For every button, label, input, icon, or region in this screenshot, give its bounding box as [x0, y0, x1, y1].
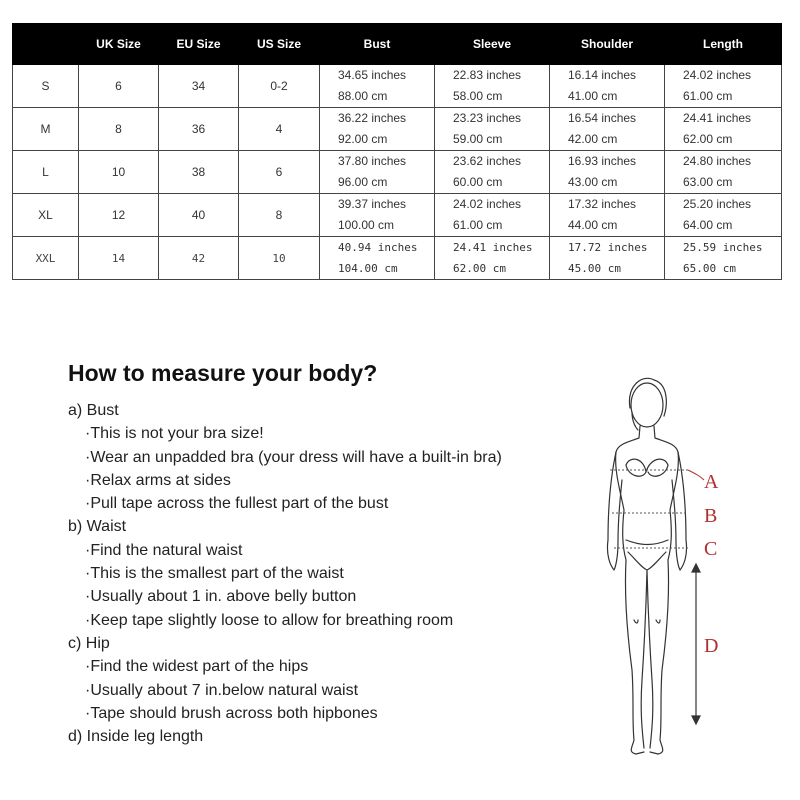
us-size-header: US Size [239, 24, 320, 65]
bust-cm-value: 88.00 cm [338, 89, 388, 103]
sleeve-header: Sleeve [435, 24, 550, 65]
shoulder-cm-value: 44.00 cm [568, 218, 618, 232]
label-a: A [704, 471, 719, 493]
measure-instruction-item: ·Keep tape slightly loose to allow for breathing room [85, 611, 454, 629]
bust-inches-value: 36.22 inches [338, 111, 407, 125]
length-inches-value: 24.80 inches [683, 154, 752, 168]
length-inches-value: 25.59 inches [683, 241, 763, 254]
length-cell [665, 65, 782, 108]
bust-cm-value: 92.00 cm [338, 132, 388, 146]
size-cell: M [13, 108, 79, 151]
size-cell: S [13, 65, 79, 108]
shoulder-cm-value: 42.00 cm [568, 132, 618, 146]
uk-size-cell: 14 [79, 237, 159, 280]
table-row [13, 151, 782, 194]
shoulder-cm-value: 43.00 cm [568, 175, 618, 189]
bust-cell [320, 108, 435, 151]
shoulder-cell [550, 65, 665, 108]
length-header: Length [665, 24, 782, 65]
sleeve-cell [435, 237, 550, 280]
size-cell: XXL [13, 237, 79, 280]
shoulder-cell [550, 108, 665, 151]
measure-instruction-item: ·This is the smallest part of the waist [85, 565, 344, 583]
bust-cell [320, 151, 435, 194]
measure-instruction-item: ·Usually about 1 in. above belly button [85, 588, 357, 606]
us-size-cell: 6 [239, 151, 320, 194]
measure-instruction-item: ·Find the natural waist [85, 541, 243, 559]
sleeve-cell [435, 108, 550, 151]
size-cell: L [13, 151, 79, 194]
uk-size-cell: 6 [79, 65, 159, 108]
us-size-cell: 10 [239, 237, 320, 280]
length-cm-value: 63.00 cm [683, 175, 733, 189]
shoulder-cell [550, 237, 665, 280]
eu-size-cell: 36 [159, 108, 239, 151]
sleeve-inches-value: 24.41 inches [453, 241, 533, 254]
sleeve-cell [435, 151, 550, 194]
shoulder-cm-value: 45.00 cm [568, 262, 621, 275]
sleeve-inches-value: 24.02 inches [453, 197, 522, 211]
length-cm-value: 61.00 cm [683, 89, 733, 103]
label-d: D [704, 635, 719, 657]
size-cell: XL [13, 194, 79, 237]
measure-section-heading: b) Waist [68, 518, 127, 536]
length-inches-value: 24.41 inches [683, 111, 752, 125]
sleeve-inches-value: 23.23 inches [453, 111, 522, 125]
uk-size-cell: 10 [79, 151, 159, 194]
sleeve-cell [435, 194, 550, 237]
shoulder-cell [550, 151, 665, 194]
bust-cm-value: 100.00 cm [338, 218, 395, 232]
uk-size-cell: 8 [79, 108, 159, 151]
label-b: B [704, 505, 718, 527]
measure-section-heading: c) Hip [68, 634, 110, 652]
sleeve-cm-value: 60.00 cm [453, 175, 503, 189]
measure-title: How to measure your body? [68, 360, 378, 386]
bust-inches-value: 39.37 inches [338, 197, 407, 211]
eu-size-cell: 38 [159, 151, 239, 194]
eu-size-cell: 40 [159, 194, 239, 237]
sleeve-cell [435, 65, 550, 108]
bust-inches-value: 37.80 inches [338, 154, 407, 168]
length-inches-value: 25.20 inches [683, 197, 752, 211]
size-col-header [13, 24, 79, 65]
measure-instruction-item: ·Wear an unpadded bra (your dress will have a built-in bra) [85, 448, 502, 466]
length-cm-value: 64.00 cm [683, 218, 733, 232]
eu-size-cell: 42 [159, 237, 239, 280]
sleeve-inches-value: 22.83 inches [453, 68, 522, 82]
bust-inches-value: 34.65 inches [338, 68, 407, 82]
uk-size-header: UK Size [79, 24, 159, 65]
sleeve-inches-value: 23.62 inches [453, 154, 522, 168]
bust-cell [320, 65, 435, 108]
us-size-cell: 4 [239, 108, 320, 151]
sleeve-cm-value: 59.00 cm [453, 132, 503, 146]
eu-size-header: EU Size [159, 24, 239, 65]
shoulder-cell [550, 194, 665, 237]
table-row [13, 65, 782, 108]
table-row [13, 237, 782, 280]
bust-inches-value: 40.94 inches [338, 241, 418, 254]
figure-head [631, 383, 663, 427]
table-row [13, 194, 782, 237]
table-header-row [13, 24, 782, 65]
measure-instruction-item: ·Tape should brush across both hipbones [85, 704, 378, 722]
label-c: C [704, 538, 718, 560]
bust-cell [320, 194, 435, 237]
measure-instructions [68, 399, 502, 748]
length-cell [665, 151, 782, 194]
measure-instruction-item: ·Usually about 7 in.below natural waist [85, 681, 359, 699]
us-size-cell: 0-2 [239, 65, 320, 108]
length-cell [665, 108, 782, 151]
table-row [13, 108, 782, 151]
shoulder-inches-value: 16.93 inches [568, 154, 637, 168]
figure-hair [629, 378, 666, 430]
measure-section-heading: d) Inside leg length [68, 728, 204, 746]
shoulder-header: Shoulder [550, 24, 665, 65]
sleeve-cm-value: 61.00 cm [453, 218, 503, 232]
length-cell [665, 194, 782, 237]
shoulder-inches-value: 17.72 inches [568, 241, 648, 254]
shoulder-inches-value: 16.54 inches [568, 111, 637, 125]
length-cm-value: 62.00 cm [683, 132, 733, 146]
sleeve-cm-value: 62.00 cm [453, 262, 506, 275]
measure-instruction-item: ·This is not your bra size! [85, 425, 264, 443]
shoulder-inches-value: 16.14 inches [568, 68, 637, 82]
measure-instruction-item: ·Find the widest part of the hips [85, 658, 309, 676]
eu-size-cell: 34 [159, 65, 239, 108]
measure-instruction-item: ·Relax arms at sides [85, 471, 231, 489]
table-body [13, 65, 782, 280]
bust-cm-value: 96.00 cm [338, 175, 388, 189]
measure-instruction-item: ·Pull tape across the fullest part of the bust [85, 495, 389, 513]
measure-section-heading: a) Bust [68, 402, 119, 419]
body-figure-illustration [592, 370, 742, 760]
shoulder-inches-value: 17.32 inches [568, 197, 637, 211]
length-cm-value: 65.00 cm [683, 262, 736, 275]
length-inches-value: 24.02 inches [683, 68, 752, 82]
bust-cell [320, 237, 435, 280]
length-cell [665, 237, 782, 280]
bust-header: Bust [320, 24, 435, 65]
sleeve-cm-value: 58.00 cm [453, 89, 503, 103]
uk-size-cell: 12 [79, 194, 159, 237]
size-chart-table [12, 23, 782, 280]
us-size-cell: 8 [239, 194, 320, 237]
shoulder-cm-value: 41.00 cm [568, 89, 618, 103]
bust-cm-value: 104.00 cm [338, 262, 398, 275]
